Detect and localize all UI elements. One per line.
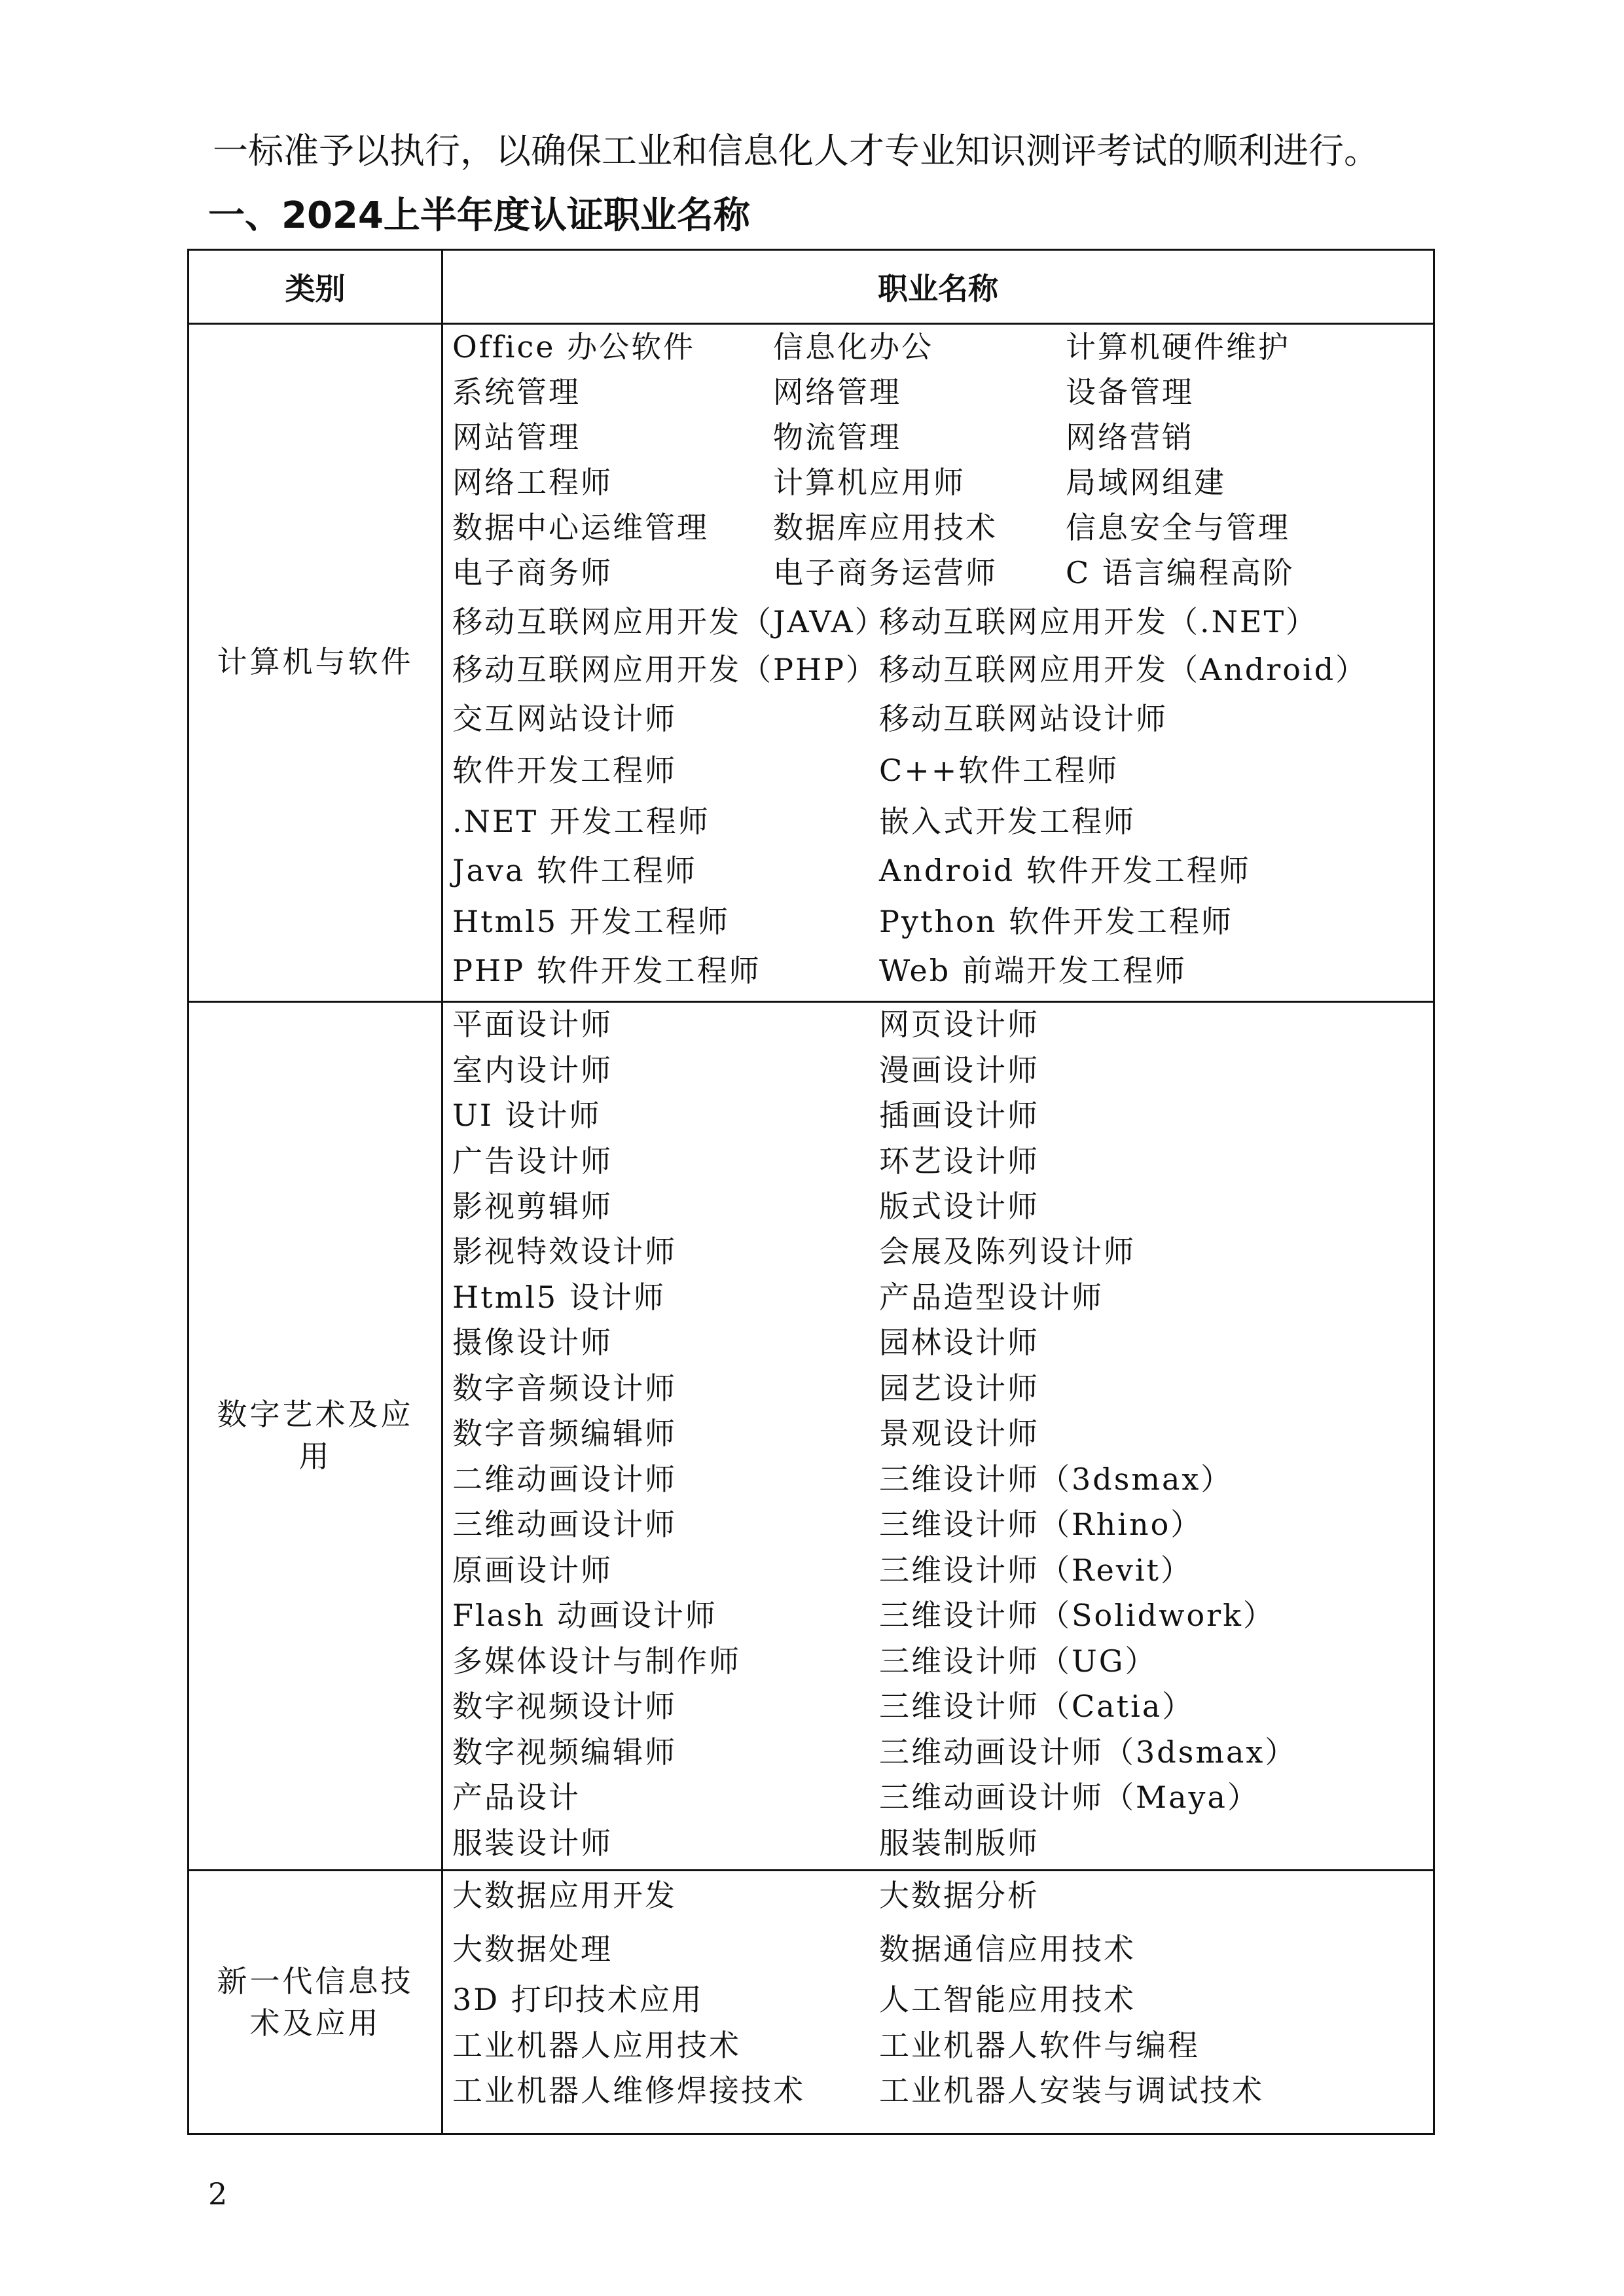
occupation-name: 数据通信应用技术 xyxy=(879,1931,1136,1967)
header-occupation: 职业名称 xyxy=(878,271,998,306)
occupation-table xyxy=(187,249,1435,2135)
occupation-name: 三维动画设计师（Maya） xyxy=(879,1780,1259,1815)
occupation-name: 三维设计师（Revit） xyxy=(879,1552,1193,1588)
occupation-name: 3D 打印技术应用 xyxy=(452,1982,704,2017)
occupation-name: 移动互联网应用开发（PHP） xyxy=(452,652,878,687)
column-divider xyxy=(441,251,443,2133)
occupation-name: 摄像设计师 xyxy=(452,1325,613,1360)
occupation-name: 物流管理 xyxy=(773,420,901,455)
occupation-name: 环艺设计师 xyxy=(879,1143,1039,1179)
occupation-name: 软件开发工程师 xyxy=(452,753,677,788)
occupation-name: .NET 开发工程师 xyxy=(452,804,710,839)
occupation-name: C++软件工程师 xyxy=(879,753,1119,788)
occupation-name: 插画设计师 xyxy=(879,1098,1039,1133)
occupation-name: C 语言编程高阶 xyxy=(1066,555,1295,590)
occupation-name: PHP 软件开发工程师 xyxy=(452,953,761,988)
header-category: 类别 xyxy=(285,271,346,306)
occupation-name: 数据中心运维管理 xyxy=(452,510,709,545)
occupation-name: Office 办公软件 xyxy=(452,329,696,365)
occupation-name: 影视剪辑师 xyxy=(452,1189,613,1224)
occupation-name: 景观设计师 xyxy=(879,1416,1039,1451)
occupation-name: 数据库应用技术 xyxy=(773,510,998,545)
occupation-name: 数字音频编辑师 xyxy=(452,1416,677,1451)
occupation-name: 系统管理 xyxy=(452,374,581,410)
occupation-name: 广告设计师 xyxy=(452,1143,613,1179)
occupation-name: 计算机硬件维护 xyxy=(1066,329,1290,365)
occupation-name: 数字视频编辑师 xyxy=(452,1734,677,1770)
category-label: 计算机与软件 xyxy=(217,644,414,679)
occupation-name: 工业机器人应用技术 xyxy=(452,2028,741,2063)
occupation-name: 网络工程师 xyxy=(452,465,613,500)
category-label: 新一代信息技术及应用 xyxy=(217,1964,414,2041)
occupation-name: 园艺设计师 xyxy=(879,1371,1039,1406)
category-cell xyxy=(189,1001,441,1869)
occupation-name: 产品设计 xyxy=(452,1780,581,1815)
occupation-name: 计算机应用师 xyxy=(773,465,965,500)
occupation-name: 网页设计师 xyxy=(879,1007,1039,1042)
occupation-name: 网站管理 xyxy=(452,420,581,455)
occupation-name: Web 前端开发工程师 xyxy=(879,953,1187,988)
occupation-name: 移动互联网站设计师 xyxy=(879,701,1168,736)
occupation-name: Html5 开发工程师 xyxy=(452,904,730,939)
occupation-name: 三维设计师（Rhino） xyxy=(879,1507,1203,1542)
occupation-name: 人工智能应用技术 xyxy=(879,1982,1136,2017)
occupation-name: 移动互联网应用开发（.NET） xyxy=(879,604,1318,639)
occupation-name: 三维设计师（Solidwork） xyxy=(879,1598,1276,1633)
occupation-name: 数字音频设计师 xyxy=(452,1371,677,1406)
category-cell xyxy=(189,1869,441,2135)
occupation-name: 工业机器人安装与调试技术 xyxy=(879,2073,1264,2108)
occupation-name: 园林设计师 xyxy=(879,1325,1039,1360)
occupation-name: Html5 设计师 xyxy=(452,1280,666,1315)
occupation-name: 漫画设计师 xyxy=(879,1052,1039,1088)
occupation-name: 产品造型设计师 xyxy=(879,1280,1104,1315)
occupation-name: 信息化办公 xyxy=(773,329,933,365)
occupation-name: Java 软件工程师 xyxy=(452,853,697,888)
occupation-name: 工业机器人软件与编程 xyxy=(879,2028,1200,2063)
occupation-name: 室内设计师 xyxy=(452,1052,613,1088)
occupation-name: 移动互联网应用开发（Android） xyxy=(879,652,1368,687)
occupation-name: 三维设计师（3dsmax） xyxy=(879,1462,1233,1497)
occupation-name: 网络管理 xyxy=(773,374,901,410)
intro-paragraph: 一标准予以执行，以确保工业和信息化人才专业知识测评考试的顺利进行。 xyxy=(213,130,1379,171)
occupation-name: 嵌入式开发工程师 xyxy=(879,804,1136,839)
occupation-name: 大数据应用开发 xyxy=(452,1878,677,1913)
occupation-name: UI 设计师 xyxy=(452,1098,602,1133)
occupation-name: 多媒体设计与制作师 xyxy=(452,1643,741,1679)
occupation-name: 原画设计师 xyxy=(452,1552,613,1588)
occupation-name: 大数据处理 xyxy=(452,1931,613,1967)
occupation-name: 设备管理 xyxy=(1066,374,1194,410)
category-label: 数字艺术及应用 xyxy=(217,1396,414,1474)
occupation-name: 移动互联网应用开发（JAVA） xyxy=(452,604,887,639)
category-cell xyxy=(189,323,441,1001)
occupation-name: 平面设计师 xyxy=(452,1007,613,1042)
occupation-name: 影视特效设计师 xyxy=(452,1234,677,1269)
occupation-name: 服装设计师 xyxy=(452,1825,613,1861)
occupation-name: 局域网组建 xyxy=(1066,465,1226,500)
occupation-name: 数字视频设计师 xyxy=(452,1689,677,1724)
occupation-name: 会展及陈列设计师 xyxy=(879,1234,1136,1269)
occupation-name: 二维动画设计师 xyxy=(452,1462,677,1497)
occupation-name: 大数据分析 xyxy=(879,1878,1039,1913)
section-heading: 一、2024上半年度认证职业名称 xyxy=(208,194,750,237)
page-number: 2 xyxy=(208,2176,228,2212)
occupation-name: 三维动画设计师 xyxy=(452,1507,677,1542)
occupation-name: Python 软件开发工程师 xyxy=(879,904,1233,939)
occupation-name: 工业机器人维修焊接技术 xyxy=(452,2073,805,2108)
occupation-name: 服装制版师 xyxy=(879,1825,1039,1861)
occupation-name: 电子商务师 xyxy=(452,555,613,590)
occupation-name: Flash 动画设计师 xyxy=(452,1598,717,1633)
occupation-name: 电子商务运营师 xyxy=(773,555,998,590)
occupation-name: 网络营销 xyxy=(1066,420,1194,455)
occupation-name: 信息安全与管理 xyxy=(1066,510,1290,545)
occupation-name: 三维动画设计师（3dsmax） xyxy=(879,1734,1297,1770)
occupation-name: 交互网站设计师 xyxy=(452,701,677,736)
occupation-name: Android 软件开发工程师 xyxy=(879,853,1251,888)
occupation-name: 三维设计师（UG） xyxy=(879,1643,1157,1679)
occupation-name: 版式设计师 xyxy=(879,1189,1039,1224)
occupation-name: 三维设计师（Catia） xyxy=(879,1689,1195,1724)
